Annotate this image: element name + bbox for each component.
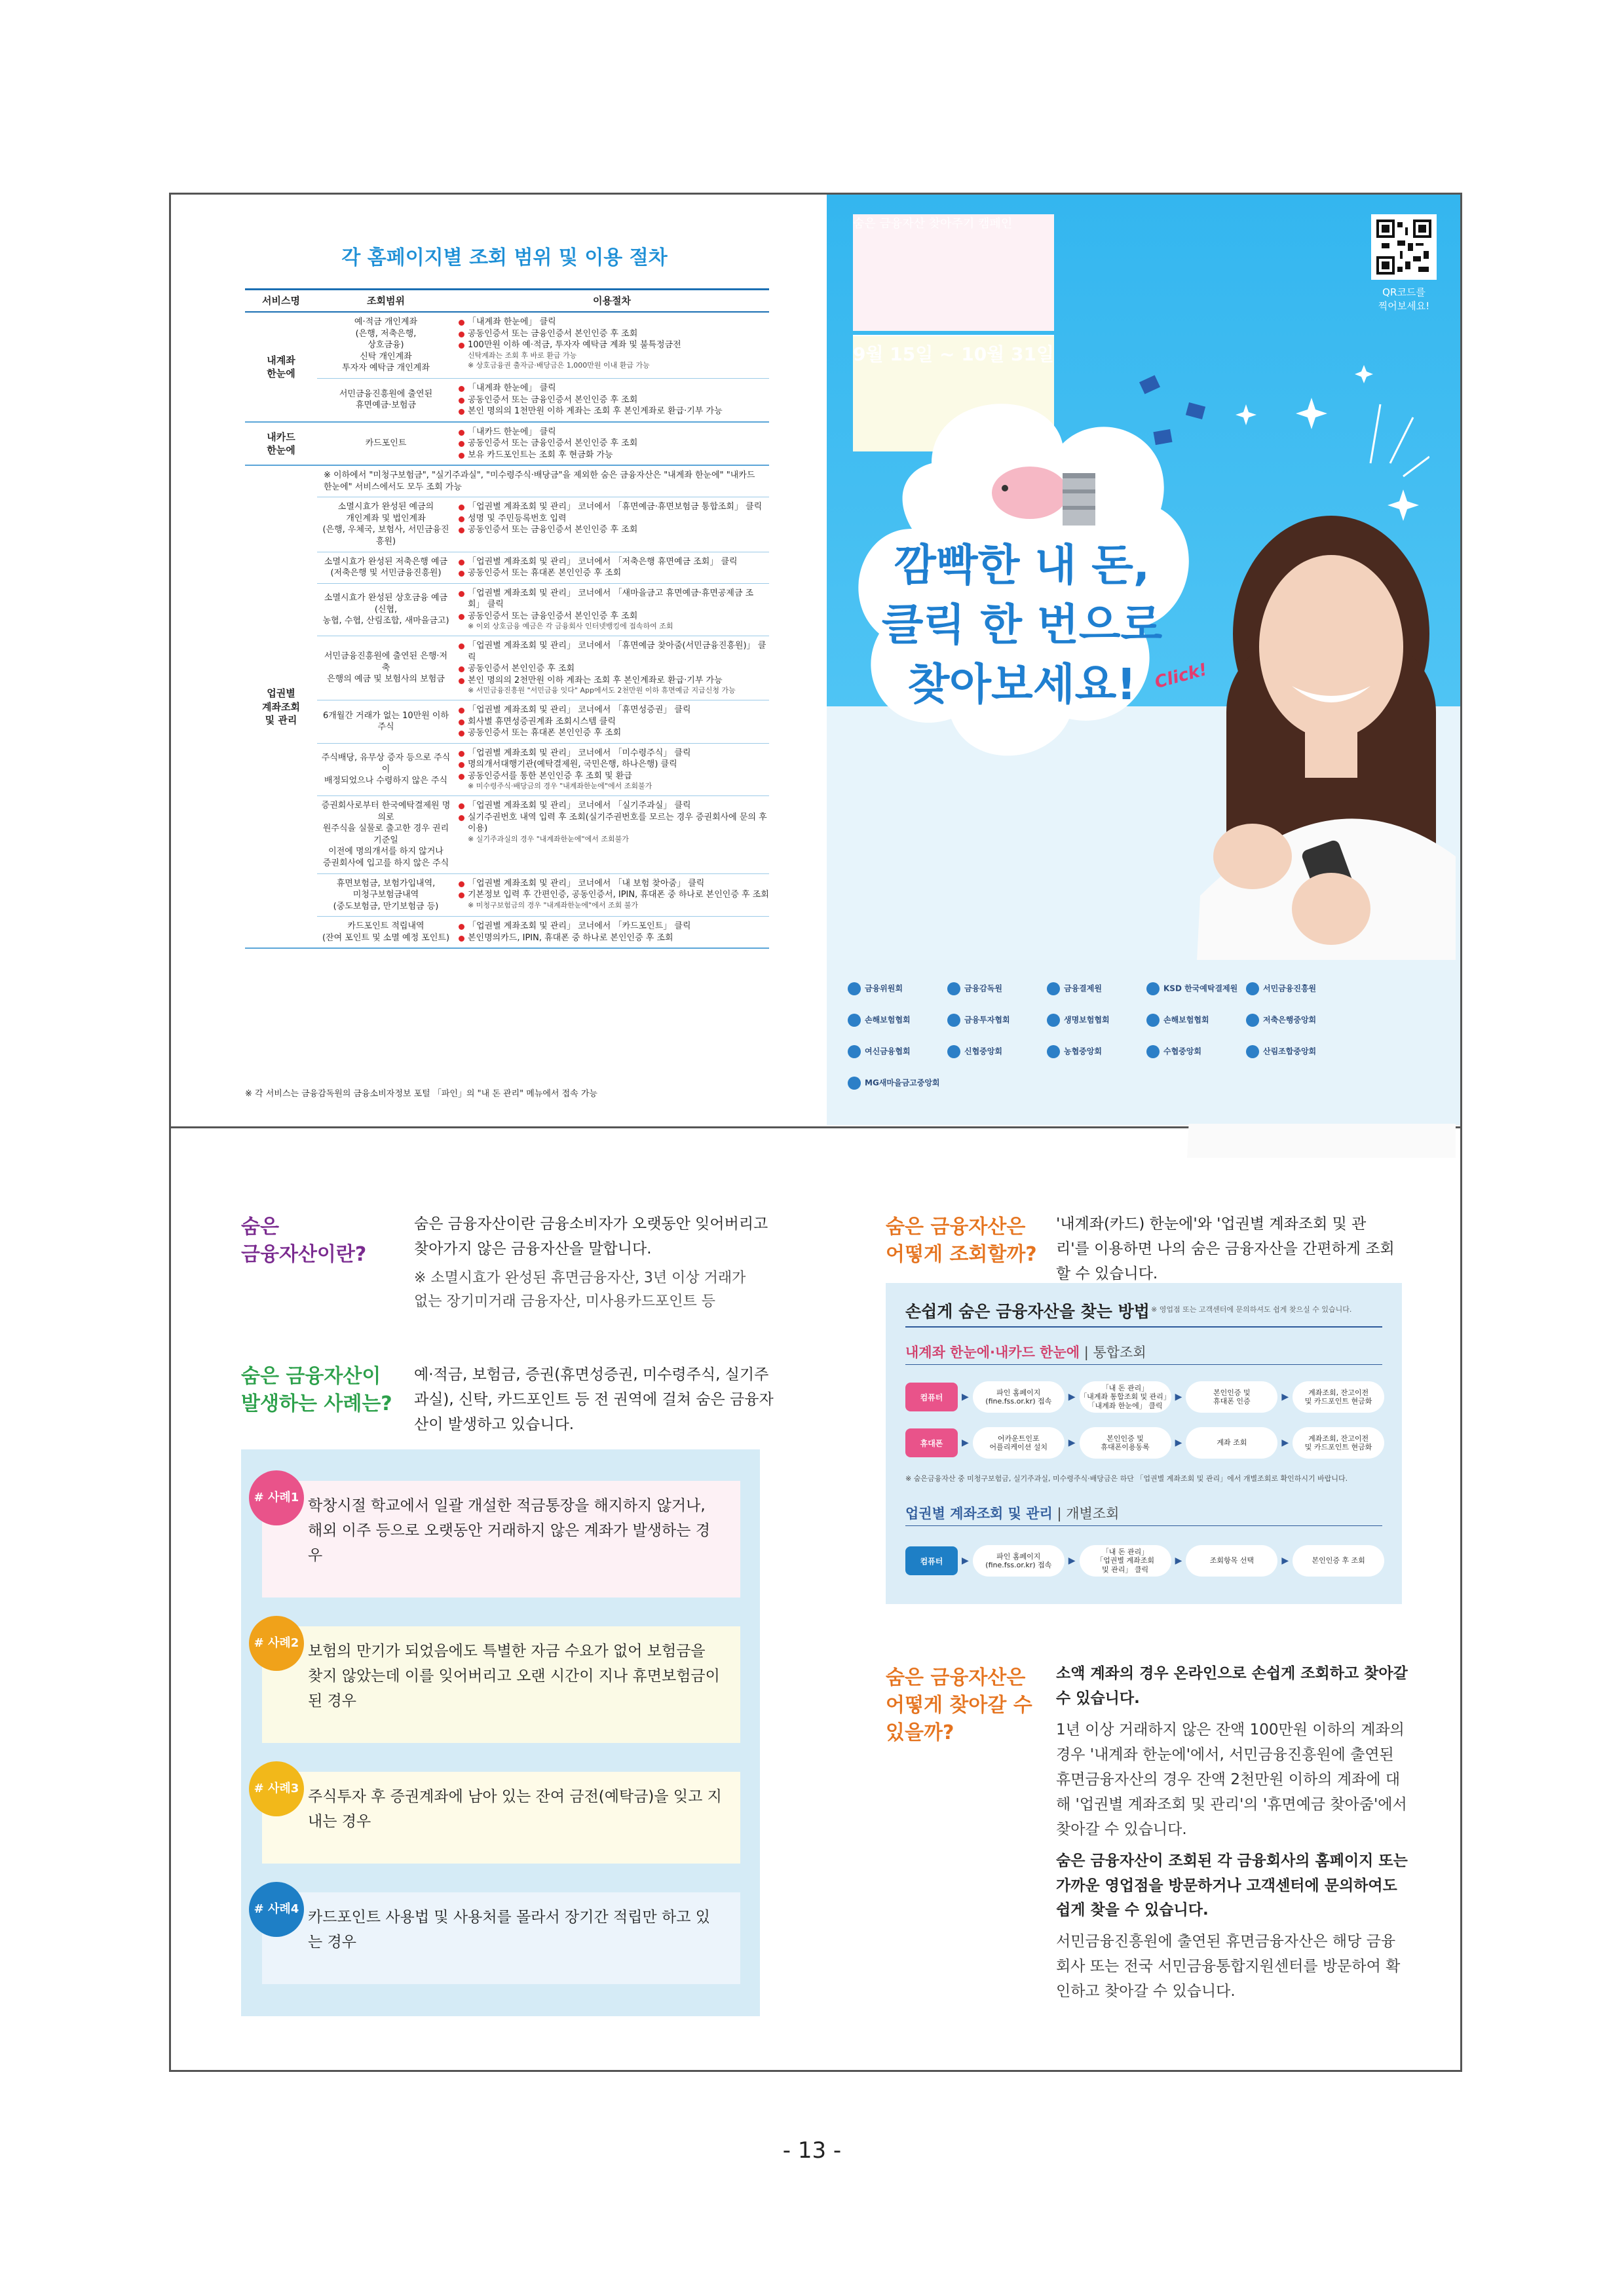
procedure-step: 본인 명의의 2천만원 이하 계좌는 조회 후 본인계좌로 환급·기부 가능 [459, 675, 769, 687]
campaign-dates: 9월 15일 ~ 10월 31일 [853, 335, 1054, 451]
logo-icon [1146, 1045, 1160, 1058]
question-how-to-claim: 숨은 금융자산은 어떻게 찾아갈 수 있을까? [886, 1666, 1032, 1744]
header-service: 서비스명 [262, 295, 300, 307]
logo-icon [848, 1077, 861, 1090]
logo-text: 농협중앙회 [1064, 1046, 1102, 1056]
procedure-step: 성명 및 주민등록번호 입력 [459, 513, 769, 525]
procedure-cell [455, 316, 769, 374]
page-number: - 13 - [782, 2137, 842, 2164]
logo-text: 손해보험협회 [865, 1015, 911, 1025]
procedure-step: 공동인증서 또는 휴대폰 본인인증 후 조회 [459, 727, 769, 739]
procedure-cell [455, 427, 769, 461]
logo-text: 금융위원회 [865, 984, 903, 993]
case-card [254, 1772, 740, 1864]
procedure-cell [455, 501, 769, 547]
procedure-step: 공동인증서를 통한 본인인증 후 조회 및 환급 [459, 771, 769, 782]
procedure-step: ※ 미청구보험금의 경우 "내계좌한눈에"에서 조회 불가 [468, 900, 638, 909]
procedure-cell [455, 704, 769, 739]
procedure-step: 100만원 이하 예·적금, 투자자 예탁금 계좌 및 불특정금전 [459, 339, 769, 351]
arrow-icon: ▶ [1175, 1392, 1182, 1402]
arrow-icon: ▶ [1068, 1392, 1076, 1402]
header-scope: 조회범위 [367, 295, 405, 307]
group-note: ※ 이하에서 "미청구보험금", "실기주과실", "미수령주식·배당금"을 제외한 숨은 금융자산은 "내계좌 한눈에" "내카드 한눈에" 서비스에서도 모두 조회 가능 [317, 466, 769, 497]
procedure-step: 「업권별 계좌조회 및 관리」 코너에서 「저축은행 휴면예금 조회」 클릭 [459, 556, 769, 568]
table-row [317, 584, 769, 636]
scope-cell: 카드포인트 [365, 438, 407, 449]
claim-paragraph: 숨은 금융자산이 조회된 각 금융회사의 홈페이지 또는 가까운 영업점을 방문하거나 고객센터에 문의하여도 쉽게 찾을 수 있습니다. [1056, 1852, 1408, 1919]
divider [905, 1525, 1382, 1526]
logo-text: 신협중앙회 [964, 1046, 1002, 1056]
scope-cell: 예·적금 개인계좌 (은행, 저축은행, 상호금융) 신탁 개인계좌 투자자 예탁금 개인계좌 [342, 317, 430, 373]
table-row [317, 874, 769, 917]
logo-icon [1047, 1014, 1060, 1027]
table-row [317, 744, 769, 796]
arrow-icon: ▶ [962, 1392, 969, 1402]
case-badge: # 사례3 [249, 1761, 304, 1816]
box-title-note: ※ 영업점 또는 고객센터에 문의하셔도 쉽게 찾으실 수 있습니다. [1151, 1305, 1352, 1314]
procedure-step: 회사별 휴면성증권계좌 조회시스템 클릭 [459, 716, 769, 728]
procedure-step: 「업권별 계좌조회 및 관리」 코너에서 「실기주과실」 클릭 [459, 800, 769, 812]
scope-cell: 휴면보험금, 보험가입내역, 미청구보험금내역 (중도보험금, 만기보험금 등) [333, 878, 439, 911]
flow-step: 「내 돈 관리」 「업권별 계좌조회 및 관리」 클릭 [1080, 1545, 1171, 1577]
procedure-step: 공동인증서 또는 금융인증서 본인인증 후 조회 [459, 438, 769, 450]
section-title: 내계좌 한눈에·내카드 한눈에 [905, 1345, 1080, 1360]
poster-headline: 깜빡한 내 돈, 클릭 한 번으로 찾아보세요! [881, 540, 1163, 710]
qr-code-icon[interactable] [1371, 214, 1437, 280]
logo-text: 손해보험협회 [1163, 1015, 1209, 1025]
procedure-cell [455, 640, 769, 696]
campaign-name: 숨은 금융자산 찾아주기 캠페인 [853, 214, 1054, 331]
partner-logo [947, 982, 1044, 995]
qr-label: QR코드를 찍어보세요! [1378, 286, 1430, 312]
procedure-step: 명의개서대행기관(예탁결제원, 국민은행, 하나은행) 클릭 [459, 759, 769, 771]
table-row [317, 700, 769, 744]
flow-step: 「내 돈 관리」 「내계좌 통합조회 및 관리」 「내계좌 한눈에」 클릭 [1080, 1381, 1171, 1413]
procedure-step: 「내카드 한눈에」 클릭 [459, 427, 769, 438]
procedure-step: 신탁계좌는 조회 후 바로 환급 가능 [468, 351, 577, 360]
procedure-step: 공동인증서 또는 휴대폰 본인인증 후 조회 [459, 567, 769, 579]
section-subtitle: | 통합조회 [1080, 1345, 1146, 1360]
procedure-step: 기본정보 입력 후 간편인증, 공동인증서, IPIN, 휴대폰 중 하나로 본인인증 후 조회 [459, 889, 769, 901]
case-badge: # 사례4 [249, 1882, 304, 1937]
partner-logo [947, 1014, 1044, 1027]
table-footnote: ※ 각 서비스는 금융감독원의 금융소비자정보 포털 「파인」의 "내 돈 관리" 메뉴에서 접속 가능 [245, 1089, 597, 1099]
procedure-cell [455, 383, 769, 417]
procedure-step: 실기주권번호 내역 입력 후 조회(실기주권번호를 모르는 경우 증권회사에 문의 후 이용) [459, 812, 769, 835]
flow-step: 계좌조회, 잔고이전 및 카드포인트 현금화 [1293, 1381, 1384, 1413]
flow-step: 본인인증 및 휴대폰 인증 [1186, 1381, 1277, 1413]
section-integrated [905, 1342, 1146, 1362]
logo-icon [1146, 982, 1160, 995]
procedure-step: ※ 서민금융진흥원 "서민금융 잇다" App에서도 2천만원 이하 휴면예금 지급신청 가능 [468, 686, 736, 695]
partner-logo [1246, 982, 1343, 995]
scope-cell: 증권회사로부터 한국예탁결제원 명의로 원주식을 실물로 출고한 경우 권리 기준일 이전에 명의개서를 하지 않거나 증권회사에 입고를 하지 않은 주식 [321, 801, 451, 869]
logo-icon [1246, 982, 1259, 995]
table-row [317, 497, 769, 552]
logo-text: MG새마을금고중앙회 [865, 1078, 940, 1088]
claim-paragraph: 서민금융진흥원에 출연된 휴면금융자산은 해당 금융회사 또는 전국 서민금융통합지원센터를 방문하여 확인하고 찾아갈 수 있습니다. [1056, 1933, 1401, 2000]
flow-step: 계좌 조회 [1186, 1427, 1277, 1459]
case-card [254, 1892, 740, 1984]
flow-tag: 컴퓨터 [905, 1546, 958, 1575]
procedure-cell [455, 556, 769, 579]
flow-step: 조회항목 선택 [1186, 1545, 1277, 1577]
partner-logo [848, 1014, 945, 1027]
flow-tag: 휴대폰 [905, 1428, 958, 1457]
procedure-step: 「업권별 계좌조회 및 관리」 코너에서 「카드포인트」 클릭 [459, 921, 769, 932]
case-text: 주식투자 후 증권계좌에 남아 있는 잔여 금전(예탁금)을 잊고 지내는 경우 [308, 1788, 722, 1830]
table-row [317, 423, 769, 465]
logo-text: 수협중앙회 [1163, 1046, 1201, 1056]
flow-step: 파인 홈페이지 (fine.fss.or.kr) 접속 [973, 1545, 1065, 1577]
logo-icon [1047, 982, 1060, 995]
procedure-step: ※ 미수령주식·배당금의 경우 "내계좌한눈에"에서 조회불가 [468, 782, 652, 791]
procedure-step: 공동인증서 또는 금융인증서 본인인증 후 조회 [459, 611, 769, 622]
procedure-step: 공동인증서 또는 금융인증서 본인인증 후 조회 [459, 524, 769, 536]
partner-logo [947, 1045, 1044, 1058]
procedure-cell [455, 800, 769, 869]
lookup-method-box [886, 1283, 1402, 1604]
flow-computer [905, 1381, 1384, 1413]
flow-tag: 컴퓨터 [905, 1383, 958, 1411]
flow-step: 본인인증 후 조회 [1293, 1545, 1384, 1577]
click-label: Click! [1152, 659, 1209, 693]
partner-logo [1047, 1045, 1144, 1058]
case-badge: # 사례1 [249, 1470, 304, 1525]
answer-cases: 예·적금, 보험금, 증권(휴면성증권, 미수령주식, 실기주과실), 신탁, 카드포인트 등 전 권역에 걸쳐 숨은 금융자산이 발생하고 있습니다. [414, 1366, 774, 1433]
procedure-step: 공동인증서 본인인증 후 조회 [459, 663, 769, 675]
table-row [317, 379, 769, 421]
flow-step: 계좌조회, 잔고이전 및 카드포인트 현금화 [1293, 1427, 1384, 1459]
box-title: 손쉽게 숨은 금융자산을 찾는 방법 [905, 1302, 1150, 1321]
scope-cell: 소멸시효가 완성된 예금의 개인계좌 및 법인계좌 (은행, 우체국, 보험사, 서민금융진흥원) [322, 502, 449, 546]
partner-logo [1146, 1045, 1243, 1058]
arrow-icon: ▶ [1281, 1392, 1289, 1402]
section-subtitle: | 개별조회 [1052, 1506, 1120, 1521]
partner-logo [1146, 1014, 1243, 1027]
procedure-step: ※ 상호금융권 출자금·배당금은 1,000만원 이내 환급 가능 [468, 360, 650, 370]
table-row [317, 636, 769, 700]
answer-what-is-hidden-asset: 숨은 금융자산이란 금융소비자가 오랫동안 잊어버리고 찾아가지 않은 금융자산을 말합니다. [414, 1215, 768, 1257]
logo-text: KSD 한국예탁결제원 [1163, 984, 1238, 993]
table-row [317, 313, 769, 379]
scope-cell: 소멸시효가 완성된 저축은행 예금 (저축은행 및 서민금융진흥원) [324, 556, 448, 579]
case-badge: # 사례2 [249, 1616, 304, 1671]
table-group [245, 466, 769, 949]
section-title: 업권별 계좌조회 및 관리 [905, 1506, 1053, 1521]
procedure-cell [455, 588, 769, 632]
answer-how-to-lookup: '내계좌(카드) 한눈에'와 '업권별 계좌조회 및 관리'를 이용하면 나의 숨은 금융자산을 간편하게 조회할 수 있습니다. [1056, 1215, 1395, 1282]
case-card [254, 1626, 740, 1743]
logo-icon [1246, 1045, 1259, 1058]
procedure-step: 「업권별 계좌조회 및 관리」 코너에서 「새마을금고 휴면예금·휴면공제금 조회」 클릭 [459, 588, 769, 611]
claim-paragraph: 소액 계좌의 경우 온라인으로 손쉽게 조회하고 찾아갈 수 있습니다. [1056, 1665, 1408, 1707]
table-group [245, 313, 769, 422]
procedure-step: 공동인증서 또는 금융인증서 본인인증 후 조회 [459, 328, 769, 340]
procedure-step: 「내계좌 한눈에」 클릭 [459, 316, 769, 328]
table-row [317, 552, 769, 584]
logo-icon [947, 982, 960, 995]
section-individual [905, 1503, 1119, 1523]
table-row [317, 796, 769, 873]
partner-logo [1146, 982, 1243, 995]
answer-how-to-claim [1056, 1662, 1410, 2011]
logo-icon [1246, 1014, 1259, 1027]
logo-text: 금융결제원 [1064, 984, 1102, 993]
partner-logo [1246, 1045, 1343, 1058]
partner-logo [848, 1045, 945, 1058]
procedure-cell [455, 878, 769, 913]
flow-step: 본인인증 및 휴대폰이용동록 [1080, 1427, 1171, 1459]
logo-text: 금융감독원 [964, 984, 1002, 993]
divider [905, 1326, 1382, 1328]
case-text: 카드포인트 사용법 및 사용처를 몰라서 장기간 적립만 하고 있는 경우 [308, 1909, 710, 1951]
logo-text: 생명보험협회 [1064, 1015, 1110, 1025]
procedure-step: 「업권별 계좌조회 및 관리」 코너에서 「휴면성증권」 클릭 [459, 704, 769, 716]
procedure-step: ※ 실기주과실의 경우 "내계좌한눈에"에서 조회불가 [468, 834, 629, 843]
logo-text: 산림조합중앙회 [1263, 1046, 1317, 1056]
group-body [317, 423, 769, 465]
campaign-poster [827, 195, 1460, 1125]
logo-text: 여신금융협회 [865, 1046, 911, 1056]
question-cases: 숨은 금융자산이 발생하는 사례는? [241, 1365, 392, 1415]
procedure-step: 「내계좌 한눈에」 클릭 [459, 383, 769, 394]
procedure-step: ※ 이외 상호금융 예금은 각 금융회사 인터넷뱅킹에 접속하여 조회 [468, 622, 673, 631]
claim-paragraph: 1년 이상 거래하지 않은 잔액 100만원 이하의 계좌의 경우 '내계좌 한눈에'에서, 서민금융진흥원에 출연된 휴면금융자산의 경우 잔액 2천만원 이하의 계좌에 대해 '업권별 계좌조회 및 관리'의 '휴면예금 찾아줌'에서 찾아갈 수 있습니다. [1056, 1721, 1407, 1838]
logo-icon [1047, 1045, 1060, 1058]
arrow-icon: ▶ [962, 1556, 969, 1566]
case-text: 학창시절 학교에서 일괄 개설한 적금통장을 해지하지 않거나, 해외 이주 등으로 오랫동안 거래하지 않은 계좌가 발생하는 경우 [308, 1497, 710, 1564]
logo-icon [848, 982, 861, 995]
procedure-cell [455, 921, 769, 944]
partner-logo [848, 1077, 945, 1090]
partner-logo [1246, 1014, 1343, 1027]
procedure-step: 본인 명의의 1천만원 이하 계좌는 조회 후 본인계좌로 환급·기부 가능 [459, 406, 769, 417]
procedure-step: 「업권별 계좌조회 및 관리」 코너에서 「내 보험 찾아줌」 클릭 [459, 878, 769, 890]
scope-cell: 서민금융진흥원에 출연된 은행·저축 은행의 예금 및 보험사의 보험금 [324, 651, 448, 685]
scope-cell: 서민금융진흥원에 출연된 휴면예금·보험금 [339, 389, 433, 411]
service-table-section [236, 223, 773, 1114]
logo-text: 금융투자협회 [964, 1015, 1010, 1025]
header-procedure: 이용절차 [593, 295, 631, 307]
group-body [317, 313, 769, 421]
flow-mobile [905, 1427, 1384, 1459]
scope-cell: 주식배당, 유무상 증자 등으로 주식이 배정되었으나 수령하지 않은 주식 [321, 753, 451, 786]
logo-icon [1146, 1014, 1160, 1027]
logo-icon [848, 1014, 861, 1027]
logo-icon [947, 1045, 960, 1058]
procedure-step: 「업권별 계좌조회 및 관리」 코너에서 「미수령주식」 클릭 [459, 748, 769, 759]
flow-individual [905, 1545, 1384, 1577]
divider [905, 1364, 1382, 1365]
flow-note: ※ 숨은금융자산 중 미청구보험금, 실기주과실, 미수령주식·배당금은 하단 「업권별 계좌조회 및 관리」에서 개별조회로 확인하시기 바랍니다. [905, 1474, 1348, 1483]
cases-panel [241, 1449, 760, 2016]
flow-step: 파인 홈페이지 (fine.fss.or.kr) 접속 [973, 1381, 1065, 1413]
partner-logo [1047, 982, 1144, 995]
logo-text: 저축은행중앙회 [1263, 1015, 1317, 1025]
procedure-step: 본인명의카드, IPIN, 휴대폰 중 하나로 본인인증 후 조회 [459, 932, 769, 944]
procedure-step: 「업권별 계좌조회 및 관리」 코너에서 「휴면예금·휴면보험금 통합조회」 클릭 [459, 501, 769, 513]
table-group [245, 423, 769, 467]
question-how-to-lookup: 숨은 금융자산은 어떻게 조회할까? [886, 1215, 1037, 1266]
procedure-step: 공동인증서 또는 금융인증서 본인인증 후 조회 [459, 394, 769, 406]
case-text: 보험의 만기가 되었음에도 특별한 자금 수요가 없어 보험금을 찾지 않았는데 이를 잊어버리고 오랜 시간이 지나 휴면보험금이 된 경우 [308, 1643, 720, 1710]
logo-icon [947, 1014, 960, 1027]
arrow-icon: ▶ [1281, 1556, 1289, 1566]
group-name: 내카드 한눈에 [267, 430, 295, 456]
group-body [317, 466, 769, 947]
arrow-icon: ▶ [1281, 1438, 1289, 1448]
arrow-icon: ▶ [1175, 1438, 1182, 1448]
partner-logos [827, 960, 1460, 1124]
procedure-step: 보유 카드포인트는 조회 후 현금화 가능 [459, 450, 769, 461]
procedure-step: 「업권별 계좌조회 및 관리」 코너에서 「휴면예금 찾아줌(서민금융진흥원)」 클릭 [459, 640, 769, 663]
scope-cell: 소멸시효가 완성된 상호금융 예금(신협, 농협, 수협, 산림조합, 새마을금고) [322, 593, 449, 626]
logo-text: 서민금융진흥원 [1263, 984, 1317, 993]
question-what-is-hidden-asset: 숨은 금융자산이란? [241, 1215, 367, 1266]
group-name: 업권별 계좌조회 및 관리 [262, 687, 300, 726]
case-card [254, 1481, 740, 1598]
table-header [245, 288, 769, 313]
table-title: 각 홈페이지별 조회 범위 및 이용 절차 [341, 246, 668, 269]
service-table [245, 288, 769, 949]
arrow-icon: ▶ [962, 1438, 969, 1448]
scope-cell: 6개월간 거래가 없는 10만원 이하 주식 [322, 710, 449, 733]
flow-step: 어카운트인포 어플리케이션 설치 [973, 1427, 1065, 1459]
table-row [317, 917, 769, 947]
logo-icon [848, 1045, 861, 1058]
scope-cell: 카드포인트 적립내역 (잔여 포인트 및 소멸 예정 포인트) [322, 921, 450, 943]
procedure-cell [455, 748, 769, 792]
arrow-icon: ▶ [1175, 1556, 1182, 1566]
arrow-icon: ▶ [1068, 1556, 1076, 1566]
partner-logo [1047, 1014, 1144, 1027]
group-name: 내계좌 한눈에 [267, 354, 295, 379]
arrow-icon: ▶ [1068, 1438, 1076, 1448]
partner-logo [848, 982, 945, 995]
note-hidden-asset-types: ※ 소멸시효가 완성된 휴면금융자산, 3년 이상 거래가 없는 장기미거래 금융자산, 미사용카드포인트 등 [414, 1270, 746, 1311]
